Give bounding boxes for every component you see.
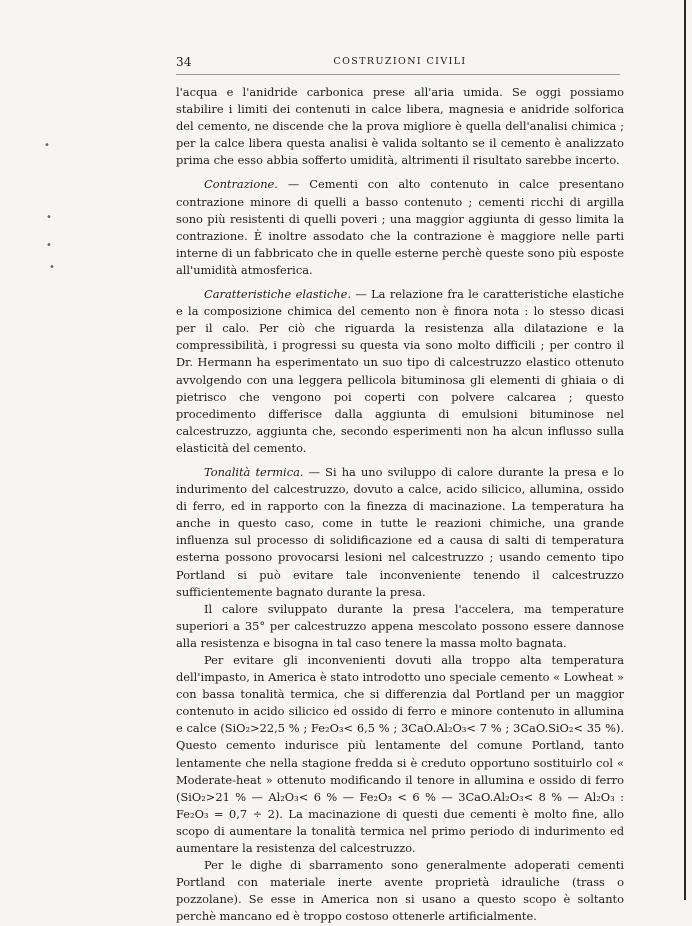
running-title: COSTRUZIONI CIVILI — [333, 56, 467, 67]
paragraph-text: l'acqua e l'anidride carbonica prese all'aria umida. Se oggi possiamo stabilire i limiti dei contenuti in calce libera, magnesia e anidride solforica del cemento, ne discende che la prova migliore è quella dell'analisi chimica ; per la calce libera questa analisi è valida soltanto se il cemento è analizzato prima che esso abbia sofferto umidità, altrimenti il risultato sarebbe incerto. — [176, 85, 624, 168]
page-header — [176, 55, 624, 73]
paragraph-text: Il calore sviluppato durante la presa l'accelera, ma temperature superiori a 35° per calcestruzzo appena mescolato possono essere dannose alla resistenza e bisogna in tal caso tenere la massa molto bagnata. — [176, 601, 624, 650]
paragraph-text: — Cementi con alto contenuto in calce presentano contrazione minore di quelli a basso contenuto ; cementi ricchi di argilla sono più resistenti di quelli poveri ; una maggior aggiunta di gesso limita la contrazione. È inoltre assodato che la contrazione è maggiore nelle parti interne di un fabbricato che in quelle esterne perchè queste sono più esposte all'umidità atmosferica. — [176, 177, 624, 277]
paragraph — [176, 84, 624, 169]
body-text — [176, 84, 624, 926]
paragraph — [176, 601, 624, 652]
paragraph — [176, 286, 624, 457]
paragraph — [176, 652, 624, 857]
page-number: 34 — [176, 55, 192, 69]
header-rule — [176, 74, 620, 75]
paragraph-text: — La relazione fra le caratteristiche elastiche e la composizione chimica del cemento non è finora nota : lo stesso dicasi per il calo. Per ciò che riguarda la resistenza alla dilatazione e la compressibilità, i progressi su questa via sono molto difficili ; per contro il Dr. Hermann ha esperimentato un suo tipo di calcestruzzo elastico ottenuto avvolgendo con una leggera pellicola bituminosa gli elementi di ghiaia o di pietrisco che vengono poi coperti con polvere calcarea ; questo procedimento differisce dalla aggiunta di emulsioni bituminose nel calcestruzzo, aggiunta che, secondo esperimenti non ha alcun influsso sulla elasticità del cemento. — [176, 287, 624, 455]
section-heading: Contrazione. — [204, 177, 278, 192]
paragraph — [176, 464, 624, 601]
margin-mark: • — [46, 240, 52, 251]
margin-mark: • — [46, 212, 52, 223]
paragraph-text: Per le dighe di sbarramento sono generalmente adoperati cementi Portland con materiale inerte avente proprietà idrauliche (trass o pozzolane). Se esse in America non si usano a questo scopo è soltanto perchè mancano ed è troppo costoso ottenerle artificialmente. — [176, 858, 624, 924]
section-heading: Tonalità termica. — [204, 464, 304, 479]
paragraph-text: — Si ha uno sviluppo di calore durante la presa e lo indurimento del calcestruzzo, dovuto a calce, acido silicico, allumina, ossido di ferro, ed in rapporto con la finezza di macinazione. La temperatura ha anche in questo caso, come in tutte le reazioni chimiche, una grande influenza sul processo di solidificazione ed a causa di salti di temperatura esterna possono provocarsi lesioni nel calcestruzzo ; usando cemento tipo Portland si può evitare tale inconveniente tenendo il calcestruzzo sufficientemente bagnato durante la presa. — [176, 464, 624, 599]
section-heading: Caratteristiche elastiche. — [204, 287, 351, 302]
margin-mark: • — [44, 140, 50, 151]
paragraph — [176, 176, 624, 279]
paragraph-text: Per evitare gli inconvenienti dovuti alla troppo alta temperatura dell'impasto, in America è stato introdotto uno speciale cemento « Lowheat » con bassa tonalità termica, che si differenzia dal Portland per un maggior contenuto in acido silicico ed ossido di ferro e minore contenuto in allumina e calce (SiO₂>22,5 % ; Fe₂O₃< 6,5 % ; 3CaO.Al₂O₃< 7 % ; 3CaO.SiO₂< 35 %). Questo cemento indurisce più lentamente del comune Portland, tanto lentamente che nella stagione fredda si è creduto opportuno sostituirlo col « Moderate-heat » ottenuto modificando il tenore in allumina e ossido di ferro (SiO₂>21 % — Al₂O₃< 6 % — Fe₂O₃ < 6 % — 3CaO.Al₂O₃< 8 % — Al₂O₃ : Fe₂O₃ = 0,7 ÷ 2). La macinazione di questi due cementi è molto fine, allo scopo di aumentare la tonalità termica nel primo periodo di indurimento ed aumentare la resistenza del calcestruzzo. — [176, 653, 624, 856]
margin-mark: • — [49, 262, 55, 273]
paragraph — [176, 857, 624, 925]
page-edge-line — [684, 0, 686, 900]
